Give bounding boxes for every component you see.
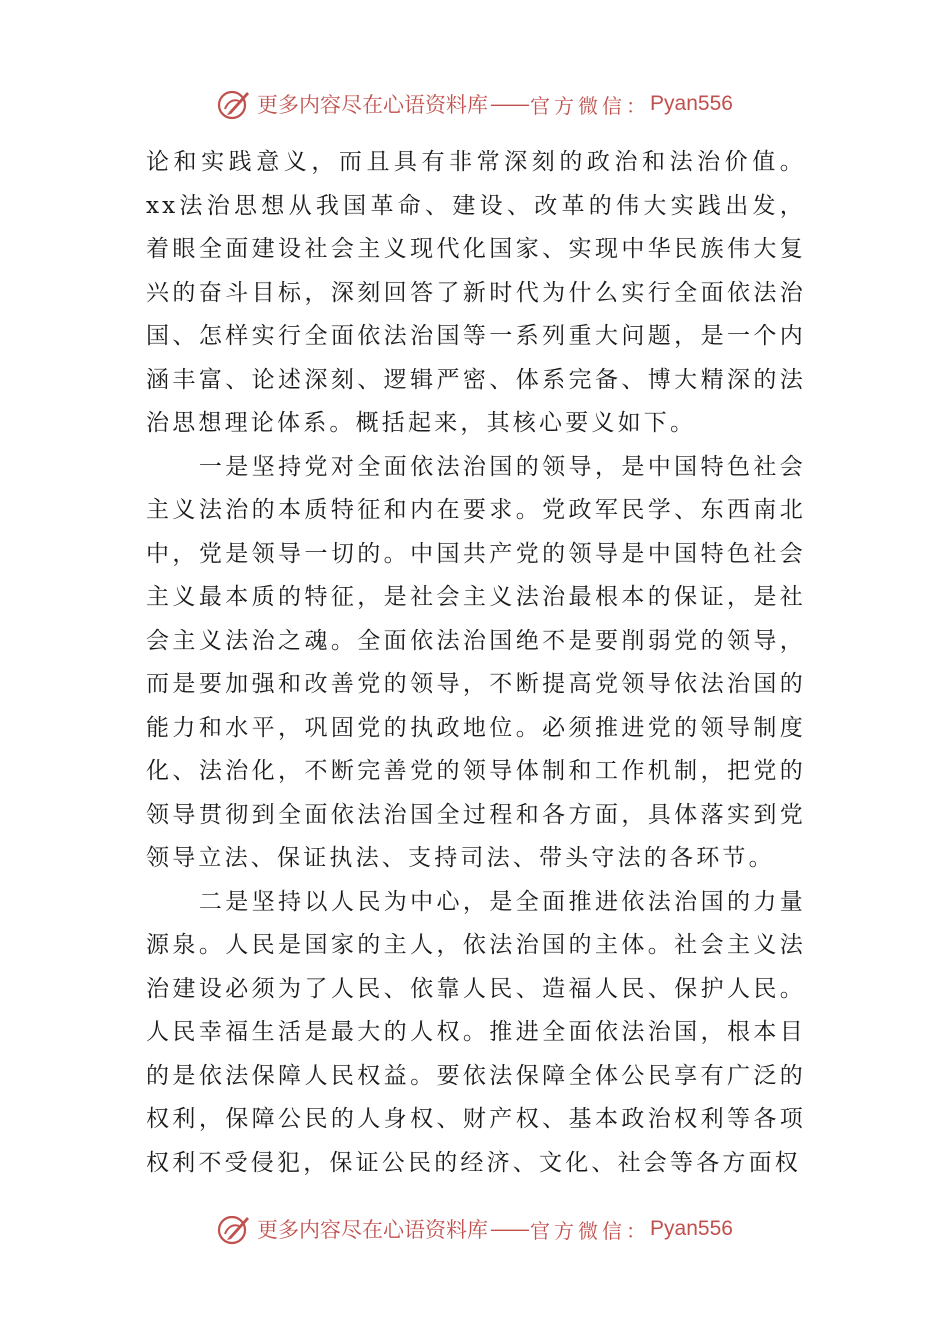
watermark-dash: —— — [490, 1217, 529, 1241]
paragraph-point-two: 二是坚持以人民为中心，是全面推进依法治国的力量源泉。人民是国家的主人，依法治国的主体。社会主义法治建设必须为了人民、依靠人民、造福人民、保护人民。人民幸福生活是最大的人权。推进全面依法治国，根本目的是依法保障人民权益。要依法保障全体公民享有广泛的权利，保障公民的人身权、财产权、基本政治权利等各项权利不受侵犯，保证公民的经济、文化、社会等各方面权 — [146, 888, 806, 1176]
watermark-wechat-id: Pyan556 — [650, 1217, 733, 1240]
paragraph-point-one: 一是坚持党对全面依法治国的领导，是中国特色社会主义法治的本质特征和内在要求。党政军民学、东西南北中，党是领导一切的。中国共产党的领导是中国特色社会主义最本质的特征，是社会主义法治最根本的保证，是社会主义法治之魂。全面依法治国绝不是要削弱党的领导，而是要加强和改善党的领导，不断提高党领导依法治国的能力和水平，巩固党的执政地位。必须推进党的领导制度化、法治化，不断完善党的领导体制和工作机制，把党的领导贯彻到全面依法治国全过程和各方面，具体落实到党领导立法、保证执法、支持司法、带头守法的各环节。 — [146, 453, 806, 871]
pen-logo-icon — [217, 87, 251, 121]
paragraph-continued: 论和实践意义，而且具有非常深刻的政治和法治价值。xx法治思想从我国革命、建设、改革的伟大实践出发，着眼全面建设社会主义现代化国家、实现中华民族伟大复兴的奋斗目标，深刻回答了新时代为什么实行全面依法治国、怎样实行全面依法治国等一系列重大问题，是一个内涵丰富、论述深刻、逻辑严密、体系完备、博大精深的法治思想理论体系。概括起来，其核心要义如下。 — [146, 149, 806, 436]
watermark-wechat-label: 官方微信： — [530, 93, 651, 118]
header-watermark — [0, 84, 950, 124]
footer-watermark — [0, 1209, 950, 1249]
watermark-wechat-label: 官方微信： — [530, 1218, 651, 1243]
watermark-wechat-id: Pyan556 — [650, 92, 733, 115]
watermark-dash: —— — [490, 92, 529, 116]
watermark-library-text: 更多内容尽在心语资料库 — [257, 1218, 489, 1242]
watermark-library-text: 更多内容尽在心语资料库 — [257, 93, 489, 117]
pen-logo-icon — [217, 1212, 251, 1246]
document-body — [146, 141, 806, 1185]
